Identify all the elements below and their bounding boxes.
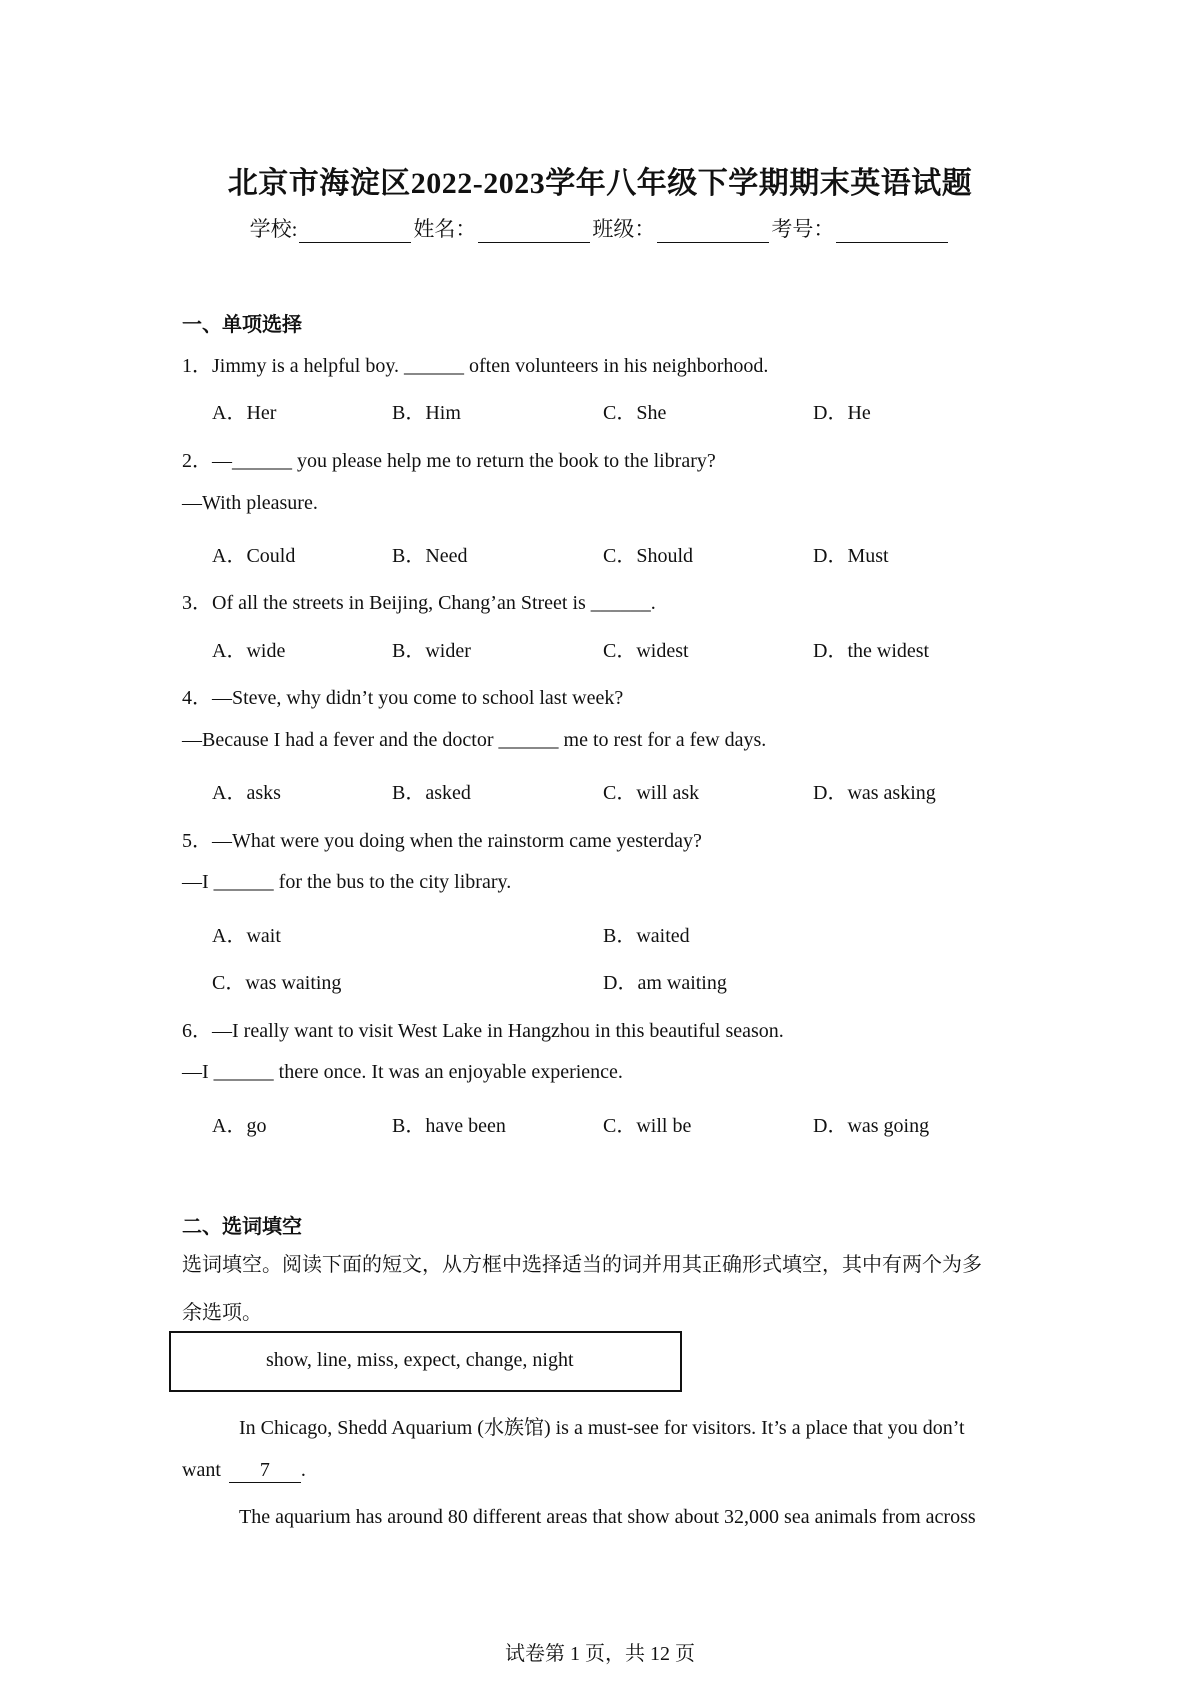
question-1-option-d: D．He <box>813 402 871 424</box>
question-5-option-c: C．was waiting <box>212 972 342 994</box>
question-2-option-b: B．Need <box>392 545 468 567</box>
question-5-option-d: D．am waiting <box>603 972 727 994</box>
question-5-option-b: B．waited <box>603 925 690 947</box>
class-blank <box>657 220 769 243</box>
question-2-stem: 2．—______ you please help me to return the book to the library? <box>182 450 716 472</box>
question-4-reply: —Because I had a fever and the doctor ______ me to rest for a few days. <box>182 729 767 751</box>
question-4-option-d: D．was asking <box>813 782 936 804</box>
question-1-stem: 1．Jimmy is a helpful boy. ______ often volunteers in his neighborhood. <box>182 355 769 377</box>
question-2-option-a: A．Could <box>212 545 296 567</box>
question-6-stem: 6．—I really want to visit West Lake in Hangzhou in this beautiful season. <box>182 1020 784 1042</box>
exam-no-label: 考号： <box>771 217 835 241</box>
word-box-words: show, line, miss, expect, change, night <box>266 1349 574 1371</box>
class-label: 班级： <box>592 217 656 241</box>
passage-para-2-line-1: The aquarium has around 80 different areas that show about 32,000 sea animals from across <box>239 1506 976 1528</box>
student-info-line <box>0 213 1200 243</box>
name-label: 姓名： <box>413 217 477 241</box>
section-2-instruction-line-2: 余选项。 <box>182 1302 262 1324</box>
question-1-option-b: B．Him <box>392 402 461 424</box>
question-3-option-c: C．widest <box>603 640 689 662</box>
passage-text-end: . <box>300 1459 306 1481</box>
question-5-stem: 5．—What were you doing when the rainstorm came yesterday? <box>182 830 702 852</box>
passage-para-1-line-2 <box>182 1459 306 1483</box>
question-3-option-b: B．wider <box>392 640 471 662</box>
question-3-option-d: D．the widest <box>813 640 930 662</box>
fill-blank-7[interactable]: 7 <box>229 1459 301 1483</box>
question-3-stem: 3．Of all the streets in Beijing, Chang’an Street is ______. <box>182 592 656 614</box>
question-6-option-a: A．go <box>212 1115 267 1137</box>
question-6-option-b: B．have been <box>392 1115 506 1137</box>
section-heading-1: 一、单项选择 <box>182 314 302 336</box>
question-1-option-a: A．Her <box>212 402 277 424</box>
exam-no-blank <box>836 220 948 243</box>
question-4-option-a: A．asks <box>212 782 281 804</box>
school-blank <box>299 220 411 243</box>
question-6-reply: —I ______ there once. It was an enjoyable experience. <box>182 1061 623 1083</box>
question-4-option-b: B．asked <box>392 782 471 804</box>
school-label: 学校: <box>249 217 298 241</box>
question-4-option-c: C．will ask <box>603 782 700 804</box>
section-2-instruction-line-1: 选词填空。阅读下面的短文，从方框中选择适当的词并用其正确形式填空，其中有两个为多 <box>182 1254 982 1276</box>
question-2-reply: —With pleasure. <box>182 492 318 514</box>
passage-text: want <box>182 1459 221 1481</box>
page-footer: 试卷第 1 页，共 12 页 <box>505 1643 695 1665</box>
passage-para-1-line-1: In Chicago, Shedd Aquarium (水族馆) is a must-see for visitors. It’s a place that you don’t <box>239 1417 965 1439</box>
question-1-option-c: C．She <box>603 402 667 424</box>
section-heading-2: 二、选词填空 <box>182 1216 302 1238</box>
question-5-reply: —I ______ for the bus to the city library. <box>182 871 512 893</box>
name-blank <box>478 220 590 243</box>
question-5-option-a: A．wait <box>212 925 281 947</box>
question-2-option-c: C．Should <box>603 545 694 567</box>
word-box <box>169 1331 682 1392</box>
page-title: 北京市海淀区2022-2023学年八年级下学期期末英语试题 <box>227 167 973 200</box>
question-2-option-d: D．Must <box>813 545 889 567</box>
question-4-stem: 4．—Steve, why didn’t you come to school last week? <box>182 687 624 709</box>
question-6-option-d: D．was going <box>813 1115 930 1137</box>
question-3-option-a: A．wide <box>212 640 286 662</box>
question-6-option-c: C．will be <box>603 1115 692 1137</box>
